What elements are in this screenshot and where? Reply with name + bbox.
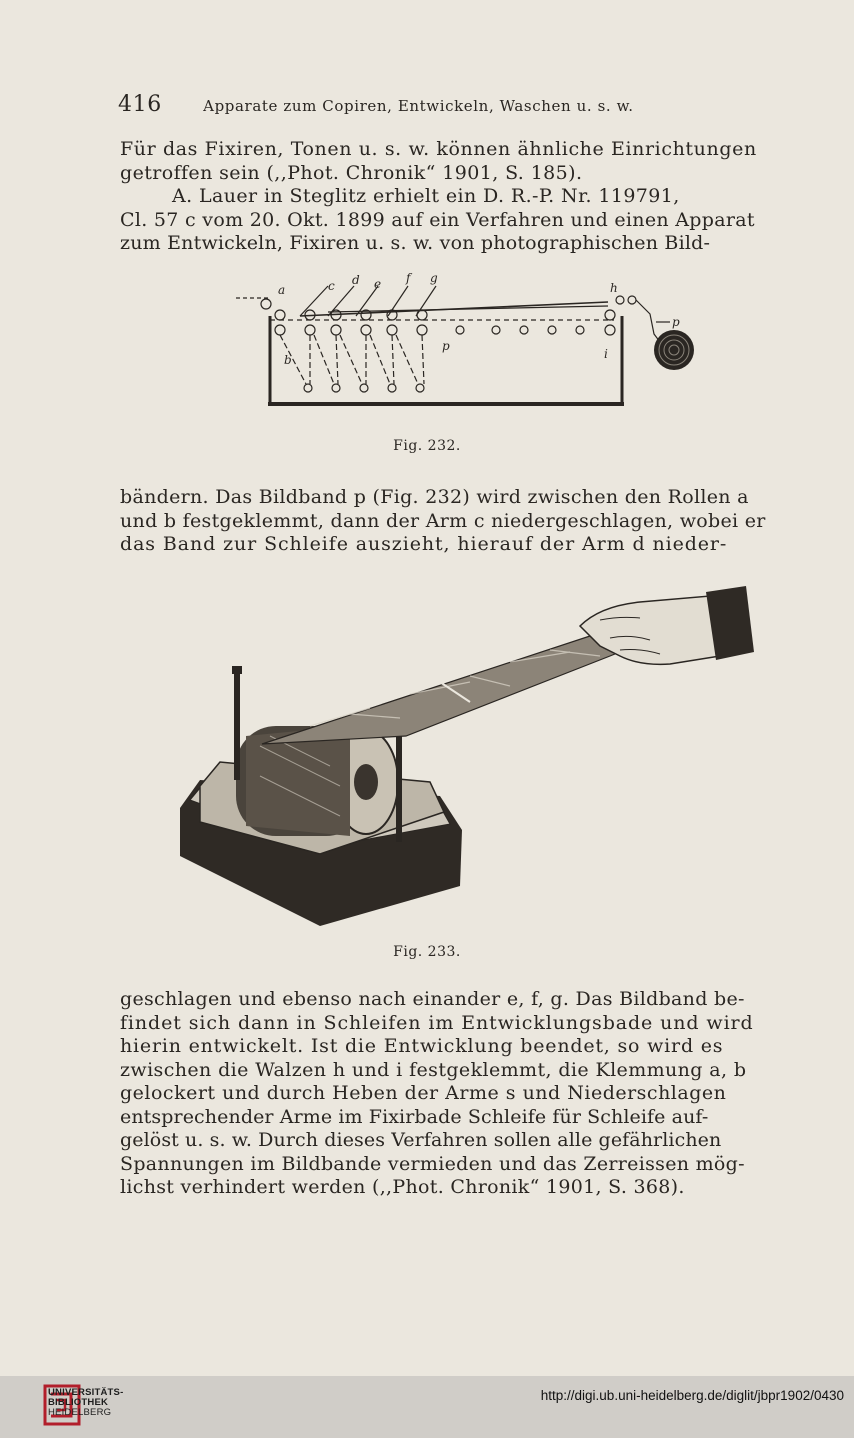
- text-line: getroffen sein (,,Phot. Chronik“ 1901, S. 185).: [120, 161, 583, 184]
- diagram-label-h: h: [610, 281, 618, 295]
- logo-line: BIBLIOTHEK: [48, 1397, 109, 1408]
- logo-line: UNIVERSITÄTS-: [48, 1387, 124, 1398]
- diagram-label-a: a: [278, 283, 286, 297]
- paragraph-2: [120, 486, 806, 557]
- diagram-label-d: d: [352, 273, 360, 287]
- fig-232-caption: Fig. 232.: [393, 438, 461, 454]
- diagram-label-e: e: [374, 277, 382, 291]
- text-line: entsprechender Arme im Fixirbade Schleife für Schleife auf-: [120, 1105, 709, 1128]
- logo-line: HEIDELBERG: [48, 1407, 112, 1418]
- page-number: 416: [118, 92, 162, 117]
- text-line: Für das Fixiren, Tonen u. s. w. können ähnliche Einrichtungen: [120, 138, 757, 160]
- diagram-label-p-reel: p: [672, 315, 680, 329]
- fig-232-diagram: [228, 272, 698, 414]
- text-line: gelockert und durch Heben der Arme s und Niederschlagen: [120, 1082, 727, 1104]
- text-line: geschlagen und ebenso nach einander e, f, g. Das Bildband be-: [120, 988, 745, 1010]
- text-line: hierin entwickelt. Ist die Entwicklung beendet, so wird es: [120, 1035, 724, 1057]
- diagram-label-i: i: [604, 347, 608, 361]
- text-line: lichst verhindert werden (,,Phot. Chronik“ 1901, S. 368).: [120, 1176, 685, 1198]
- running-title: Apparate zum Copiren, Entwickeln, Waschen u. s. w.: [203, 97, 634, 115]
- text-line: gelöst u. s. w. Durch dieses Verfahren sollen alle gefährlichen: [120, 1129, 722, 1151]
- diagram-label-g: g: [430, 272, 438, 285]
- diagram-label-c: c: [328, 279, 335, 293]
- text-line: Cl. 57 c vom 20. Okt. 1899 auf ein Verfahren und einen Apparat: [120, 208, 755, 231]
- library-logo-text: [48, 1388, 123, 1418]
- text-line: zwischen die Walzen h und i festgeklemmt, die Klemmung a, b: [120, 1058, 747, 1081]
- paragraph-3: [120, 988, 806, 1200]
- text-line: Spannungen im Bildbande vermieden und das Zerreissen mög-: [120, 1152, 745, 1175]
- text-line: findet sich dann in Schleifen im Entwicklungsbade und wird: [120, 1011, 754, 1034]
- text-line: bändern. Das Bildband p (Fig. 232) wird zwischen den Rollen a: [120, 486, 749, 508]
- text-line: zum Entwickeln, Fixiren u. s. w. von photographischen Bild-: [120, 232, 711, 254]
- film-reel-icon: [654, 330, 694, 370]
- permalink-url[interactable]: http://digi.ub.uni-heidelberg.de/diglit/jbpr1902/0430: [540, 1388, 844, 1403]
- fig-233-illustration: [170, 586, 760, 936]
- fig-233-caption: Fig. 233.: [393, 944, 461, 960]
- text-line: das Band zur Schleife auszieht, hierauf der Arm d nieder-: [120, 533, 728, 555]
- diagram-label-b: b: [284, 353, 292, 367]
- text-line: und b festgeklemmt, dann der Arm c niedergeschlagen, wobei er: [120, 509, 766, 532]
- running-head: [118, 92, 718, 117]
- viewer-footer: [0, 1376, 854, 1438]
- text-line: A. Lauer in Steglitz erhielt ein D. R.-P. Nr. 119791,: [172, 185, 680, 207]
- diagram-label-f: f: [406, 272, 411, 285]
- paragraph-1: [120, 138, 806, 256]
- diagram-label-p-band: p: [442, 339, 450, 353]
